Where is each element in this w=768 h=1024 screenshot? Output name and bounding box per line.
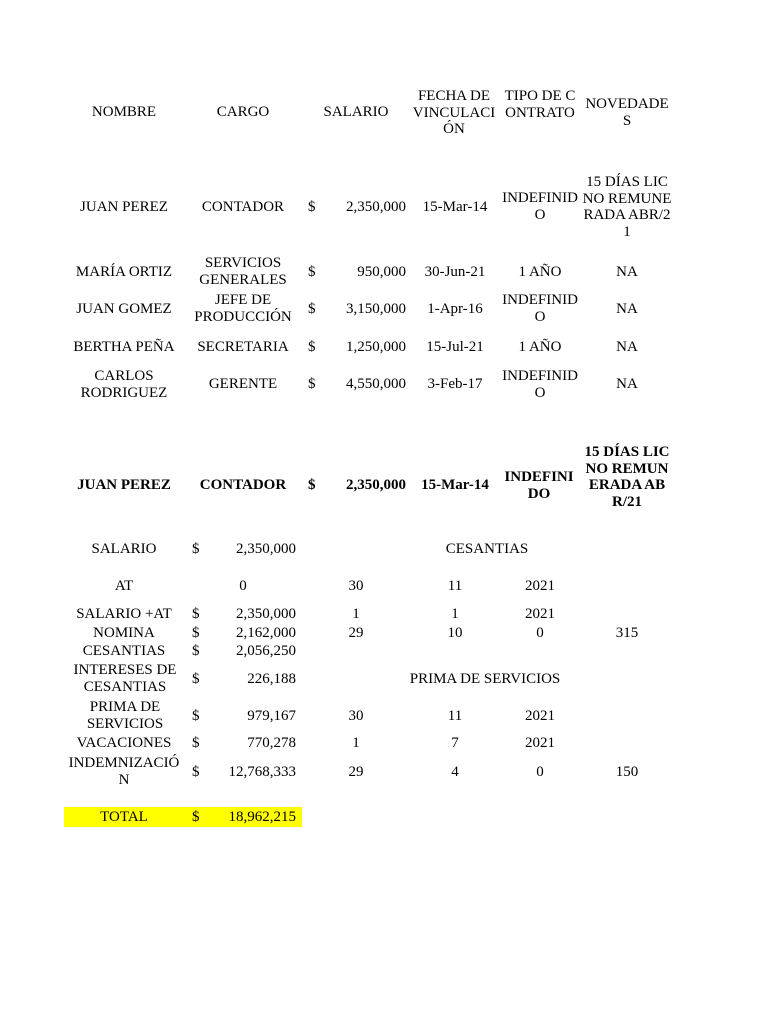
header-cargo: CARGO [216,104,270,120]
cesantias-r3-month: 10 [447,625,463,641]
emp-3-salario: 1,250,000 [346,339,406,355]
cesantias-r2-month: 1 [451,606,459,622]
calc-nomina-value: 2,162,000 [236,625,296,641]
emp-2-salario: 3,150,000 [346,301,406,317]
emp-3-currency: $ [308,339,316,355]
cesantias-r1-year: 2021 [525,578,555,594]
selected-novedades: 15 DÍAS LIC NO REMUNERADA ABR/21 [584,444,670,510]
prima-r3-total: 150 [615,764,639,780]
calc-intereses-label: INTERESES DE CESANTIAS [73,662,177,695]
emp-1-fecha: 30-Jun-21 [424,264,486,280]
calc-cesantias-label: CESANTIAS [82,643,166,659]
prima-r3-days: 29 [348,764,364,780]
emp-0-fecha: 15-Mar-14 [422,199,488,215]
emp-3-tipo: 1 AÑO [518,339,562,355]
emp-2-currency: $ [308,301,316,317]
selected-tipo: INDEFINIDO [504,469,574,502]
prima-r1-year: 2021 [525,708,555,724]
emp-2-tipo: INDEFINIDO [502,292,578,325]
calc-salario-label: SALARIO [91,541,157,557]
selected-currency: $ [308,477,316,493]
prima-r3-year: 0 [536,764,544,780]
selected-nombre: JUAN PEREZ [77,477,171,493]
prima-r2-days: 1 [352,735,360,751]
emp-0-tipo: INDEFINIDO [502,190,578,223]
emp-1-tipo: 1 AÑO [518,264,562,280]
emp-1-novedades: NA [616,264,638,280]
emp-3-novedades: NA [616,339,638,355]
emp-4-salario: 4,550,000 [346,376,406,392]
prima-r2-month: 7 [451,735,459,751]
emp-4-novedades: NA [616,376,638,392]
cesantias-r1-month: 11 [447,578,463,594]
prima-r3-month: 4 [451,764,459,780]
emp-3-fecha: 15-Jul-21 [426,339,484,355]
calc-salario-at-currency: $ [192,606,200,622]
emp-3-cargo: SECRETARIA [197,339,289,355]
emp-2-fecha: 1-Apr-16 [427,301,483,317]
calc-at-value: 0 [239,578,247,594]
cesantias-r2-year: 2021 [525,606,555,622]
emp-1-currency: $ [308,264,316,280]
calc-prima-currency: $ [192,708,200,724]
emp-0-cargo: CONTADOR [201,199,285,215]
emp-1-cargo: SERVICIOS GENERALES [199,255,287,288]
emp-0-novedades: 15 DÍAS LIC NO REMUNERADA ABR/21 [582,174,672,240]
cesantias-r3-year: 0 [536,625,544,641]
calc-vacaciones-label: VACACIONES [76,735,172,751]
emp-1-nombre: MARÍA ORTIZ [75,264,173,280]
selected-salario: 2,350,000 [346,477,406,493]
calc-vacaciones-currency: $ [192,735,200,751]
cesantias-r3-total: 315 [615,625,639,641]
cesantias-r1-days: 30 [348,578,364,594]
prima-r2-year: 2021 [525,735,555,751]
emp-4-fecha: 3-Feb-17 [427,376,483,392]
calc-salario-currency: $ [192,541,200,557]
calc-nomina-label: NOMINA [93,625,155,641]
cesantias-r2-days: 1 [352,606,360,622]
emp-2-cargo: JEFE DE PRODUCCIÓN [194,292,292,325]
emp-0-salario: 2,350,000 [346,199,406,215]
calc-salario-value: 2,350,000 [236,541,296,557]
emp-4-tipo: INDEFINIDO [502,368,578,401]
prima-r1-month: 11 [447,708,463,724]
header-fecha: FECHA DE VINCULACIÓN [412,88,496,137]
calc-prima-value: 979,167 [247,708,296,724]
total-value: 18,962,215 [228,809,296,825]
calc-salario-at-label: SALARIO +AT [76,606,172,622]
header-tipo: TIPO DE CONTRATO [504,88,576,121]
cesantias-title: CESANTIAS [445,541,529,557]
cesantias-r3-days: 29 [348,625,364,641]
emp-0-currency: $ [308,199,316,215]
selected-fecha: 15-Mar-14 [421,477,489,493]
calc-vacaciones-value: 770,278 [247,735,296,751]
calc-intereses-value: 226,188 [247,671,296,687]
calc-indemnizacion-value: 12,768,333 [228,764,296,780]
calc-prima-label: PRIMA DE SERVICIOS [86,699,164,732]
emp-4-currency: $ [308,376,316,392]
emp-1-salario: 950,000 [357,264,406,280]
calc-intereses-currency: $ [192,671,200,687]
emp-3-nombre: BERTHA PEÑA [73,339,175,355]
selected-cargo: CONTADOR [199,477,287,493]
calc-cesantias-currency: $ [192,643,200,659]
emp-4-cargo: GERENTE [208,376,278,392]
header-salario: SALARIO [323,104,389,120]
header-novedades: NOVEDADES [585,96,669,129]
calc-indemnizacion-label: INDEMNIZACIÓN [68,755,180,788]
calc-indemnizacion-currency: $ [192,764,200,780]
prima-title: PRIMA DE SERVICIOS [409,671,561,687]
total-label: TOTAL [100,809,148,825]
total-currency: $ [192,809,200,825]
emp-4-nombre: CARLOS RODRIGUEZ [80,368,168,401]
prima-r1-days: 30 [348,708,364,724]
calc-at-label: AT [114,578,134,594]
calc-nomina-currency: $ [192,625,200,641]
calc-cesantias-value: 2,056,250 [236,643,296,659]
emp-2-novedades: NA [616,301,638,317]
header-nombre: NOMBRE [91,104,157,120]
emp-0-nombre: JUAN PEREZ [80,199,168,215]
calc-salario-at-value: 2,350,000 [236,606,296,622]
emp-2-nombre: JUAN GOMEZ [76,301,172,317]
